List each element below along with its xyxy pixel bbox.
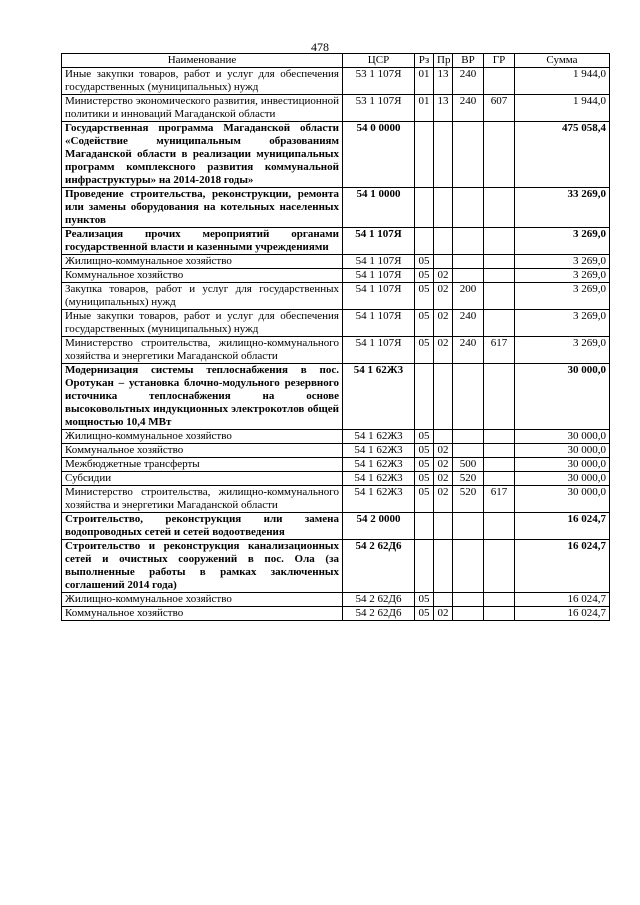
cell-sum: 30 000,0	[515, 430, 610, 444]
cell-rz	[415, 188, 434, 228]
cell-name: Иные закупки товаров, работ и услуг для обеспечения государственных (муниципальных) нужд	[62, 68, 343, 95]
cell-gr	[484, 255, 515, 269]
cell-sum: 1 944,0	[515, 68, 610, 95]
cell-csr: 54 0 0000	[343, 122, 415, 188]
table-row	[62, 228, 610, 255]
cell-gr	[484, 364, 515, 430]
cell-rz: 05	[415, 255, 434, 269]
cell-vr	[453, 593, 484, 607]
cell-rz: 05	[415, 458, 434, 472]
cell-vr: 200	[453, 283, 484, 310]
table-header-row	[62, 54, 610, 68]
table-row	[62, 188, 610, 228]
cell-rz: 05	[415, 337, 434, 364]
cell-csr: 54 1 62Ж3	[343, 486, 415, 513]
cell-csr: 54 1 107Я	[343, 269, 415, 283]
table-row	[62, 337, 610, 364]
cell-sum: 3 269,0	[515, 337, 610, 364]
header-gr: ГР	[484, 54, 515, 68]
cell-csr: 54 1 107Я	[343, 337, 415, 364]
header-csr: ЦСР	[343, 54, 415, 68]
cell-gr: 617	[484, 486, 515, 513]
cell-pr: 02	[434, 458, 453, 472]
cell-gr	[484, 228, 515, 255]
cell-csr: 54 1 107Я	[343, 255, 415, 269]
cell-pr: 02	[434, 472, 453, 486]
cell-vr	[453, 540, 484, 593]
cell-sum: 30 000,0	[515, 458, 610, 472]
cell-rz	[415, 513, 434, 540]
cell-name: Жилищно-коммунальное хозяйство	[62, 430, 343, 444]
cell-name: Реализация прочих мероприятий органами государственной власти и казенными учреждениями	[62, 228, 343, 255]
cell-pr: 02	[434, 310, 453, 337]
table-row	[62, 310, 610, 337]
cell-csr: 54 1 107Я	[343, 228, 415, 255]
cell-vr: 240	[453, 310, 484, 337]
cell-csr: 54 2 62Д6	[343, 607, 415, 621]
cell-pr: 13	[434, 68, 453, 95]
cell-gr	[484, 513, 515, 540]
cell-name: Строительство, реконструкция или замена водопроводных сетей и сетей водоотведения	[62, 513, 343, 540]
cell-vr: 520	[453, 472, 484, 486]
table-row	[62, 486, 610, 513]
cell-sum: 30 000,0	[515, 472, 610, 486]
cell-gr	[484, 472, 515, 486]
budget-table	[61, 53, 610, 621]
cell-pr	[434, 228, 453, 255]
cell-vr	[453, 228, 484, 255]
cell-vr	[453, 269, 484, 283]
cell-sum: 16 024,7	[515, 540, 610, 593]
cell-csr: 54 1 0000	[343, 188, 415, 228]
cell-csr: 54 1 107Я	[343, 283, 415, 310]
table-row	[62, 122, 610, 188]
cell-gr	[484, 430, 515, 444]
cell-pr: 02	[434, 486, 453, 513]
table-row	[62, 269, 610, 283]
cell-rz: 05	[415, 593, 434, 607]
cell-vr	[453, 607, 484, 621]
cell-csr: 54 2 0000	[343, 513, 415, 540]
table-row	[62, 593, 610, 607]
table-row	[62, 444, 610, 458]
cell-gr	[484, 188, 515, 228]
cell-gr	[484, 283, 515, 310]
cell-name: Государственная программа Магаданской области «Содействие муниципальным образованиям Магаданской области в реализации муниципальных программ комплексного развития коммунальной инфраструктуры» на 2014-2018 годы»	[62, 122, 343, 188]
cell-pr: 02	[434, 607, 453, 621]
cell-csr: 54 2 62Д6	[343, 593, 415, 607]
cell-name: Закупка товаров, работ и услуг для государственных (муниципальных) нужд	[62, 283, 343, 310]
table-row	[62, 458, 610, 472]
cell-name: Субсидии	[62, 472, 343, 486]
cell-vr: 240	[453, 68, 484, 95]
cell-rz: 01	[415, 68, 434, 95]
cell-csr: 54 1 107Я	[343, 310, 415, 337]
cell-csr: 53 1 107Я	[343, 68, 415, 95]
cell-csr: 54 1 62Ж3	[343, 364, 415, 430]
table-row	[62, 430, 610, 444]
cell-csr: 54 1 62Ж3	[343, 472, 415, 486]
cell-rz	[415, 122, 434, 188]
cell-sum: 3 269,0	[515, 255, 610, 269]
cell-name: Коммунальное хозяйство	[62, 269, 343, 283]
cell-name: Жилищно-коммунальное хозяйство	[62, 255, 343, 269]
cell-name: Министерство строительства, жилищно-коммунального хозяйства и энергетики Магаданской области	[62, 486, 343, 513]
cell-name: Жилищно-коммунальное хозяйство	[62, 593, 343, 607]
cell-sum: 3 269,0	[515, 269, 610, 283]
cell-vr	[453, 364, 484, 430]
cell-gr: 607	[484, 95, 515, 122]
cell-name: Коммунальное хозяйство	[62, 444, 343, 458]
cell-sum: 475 058,4	[515, 122, 610, 188]
table-row	[62, 513, 610, 540]
cell-vr: 500	[453, 458, 484, 472]
cell-rz: 05	[415, 444, 434, 458]
table-row	[62, 540, 610, 593]
cell-vr: 520	[453, 486, 484, 513]
cell-pr: 13	[434, 95, 453, 122]
cell-rz	[415, 228, 434, 255]
cell-pr	[434, 255, 453, 269]
page-number: 478	[311, 40, 329, 54]
table-row	[62, 607, 610, 621]
cell-name: Межбюджетные трансферты	[62, 458, 343, 472]
header-rz: Рз	[415, 54, 434, 68]
header-vr: ВР	[453, 54, 484, 68]
cell-rz: 05	[415, 430, 434, 444]
cell-rz	[415, 540, 434, 593]
cell-vr	[453, 188, 484, 228]
cell-vr	[453, 430, 484, 444]
cell-pr	[434, 593, 453, 607]
cell-name: Проведение строительства, реконструкции, ремонта или замены оборудования на котельных населенных пунктов	[62, 188, 343, 228]
cell-pr	[434, 122, 453, 188]
cell-rz: 01	[415, 95, 434, 122]
cell-gr	[484, 458, 515, 472]
cell-csr: 54 1 62Ж3	[343, 430, 415, 444]
cell-csr: 53 1 107Я	[343, 95, 415, 122]
cell-name: Строительство и реконструкция канализационных сетей и очистных сооружений в пос. Ола (за выполненные работы в рамках заключенных соглашений 2014 года)	[62, 540, 343, 593]
cell-gr	[484, 269, 515, 283]
header-pr: Пр	[434, 54, 453, 68]
cell-sum: 16 024,7	[515, 593, 610, 607]
cell-sum: 3 269,0	[515, 283, 610, 310]
cell-gr	[484, 607, 515, 621]
header-name: Наименование	[62, 54, 343, 68]
cell-sum: 3 269,0	[515, 310, 610, 337]
cell-rz	[415, 364, 434, 430]
cell-name: Министерство строительства, жилищно-коммунального хозяйства и энергетики Магаданской области	[62, 337, 343, 364]
cell-vr	[453, 444, 484, 458]
cell-gr	[484, 540, 515, 593]
cell-pr	[434, 540, 453, 593]
table-row	[62, 95, 610, 122]
table-row	[62, 472, 610, 486]
cell-name: Иные закупки товаров, работ и услуг для обеспечения государственных (муниципальных) нужд	[62, 310, 343, 337]
cell-sum: 33 269,0	[515, 188, 610, 228]
cell-csr: 54 1 62Ж3	[343, 458, 415, 472]
cell-vr: 240	[453, 337, 484, 364]
cell-pr	[434, 513, 453, 540]
cell-name: Коммунальное хозяйство	[62, 607, 343, 621]
header-sum: Сумма	[515, 54, 610, 68]
cell-sum: 3 269,0	[515, 228, 610, 255]
cell-sum: 30 000,0	[515, 444, 610, 458]
table-row	[62, 364, 610, 430]
cell-vr	[453, 513, 484, 540]
table-body	[62, 68, 610, 621]
cell-rz: 05	[415, 269, 434, 283]
cell-pr: 02	[434, 337, 453, 364]
cell-sum: 1 944,0	[515, 95, 610, 122]
cell-gr: 617	[484, 337, 515, 364]
table-row	[62, 283, 610, 310]
cell-vr: 240	[453, 95, 484, 122]
cell-pr	[434, 364, 453, 430]
cell-name: Модернизация системы теплоснабжения в пос. Оротукан – установка блочно-модульного резервного источника теплоснабжения на основе высоковольтных индукционных электрокотлов общей мощностью 10,4 МВт	[62, 364, 343, 430]
cell-name: Министерство экономического развития, инвестиционной политики и инноваций Магаданской области	[62, 95, 343, 122]
cell-pr: 02	[434, 269, 453, 283]
cell-rz: 05	[415, 283, 434, 310]
cell-sum: 16 024,7	[515, 513, 610, 540]
cell-sum: 30 000,0	[515, 486, 610, 513]
cell-rz: 05	[415, 472, 434, 486]
cell-vr	[453, 255, 484, 269]
cell-gr	[484, 444, 515, 458]
cell-csr: 54 1 62Ж3	[343, 444, 415, 458]
cell-gr	[484, 122, 515, 188]
cell-gr	[484, 310, 515, 337]
table-row	[62, 68, 610, 95]
cell-rz: 05	[415, 310, 434, 337]
cell-sum: 16 024,7	[515, 607, 610, 621]
cell-rz: 05	[415, 486, 434, 513]
cell-pr	[434, 430, 453, 444]
cell-rz: 05	[415, 607, 434, 621]
cell-gr	[484, 68, 515, 95]
cell-gr	[484, 593, 515, 607]
cell-sum: 30 000,0	[515, 364, 610, 430]
table-row	[62, 255, 610, 269]
cell-csr: 54 2 62Д6	[343, 540, 415, 593]
cell-vr	[453, 122, 484, 188]
cell-pr: 02	[434, 283, 453, 310]
cell-pr	[434, 188, 453, 228]
cell-pr: 02	[434, 444, 453, 458]
